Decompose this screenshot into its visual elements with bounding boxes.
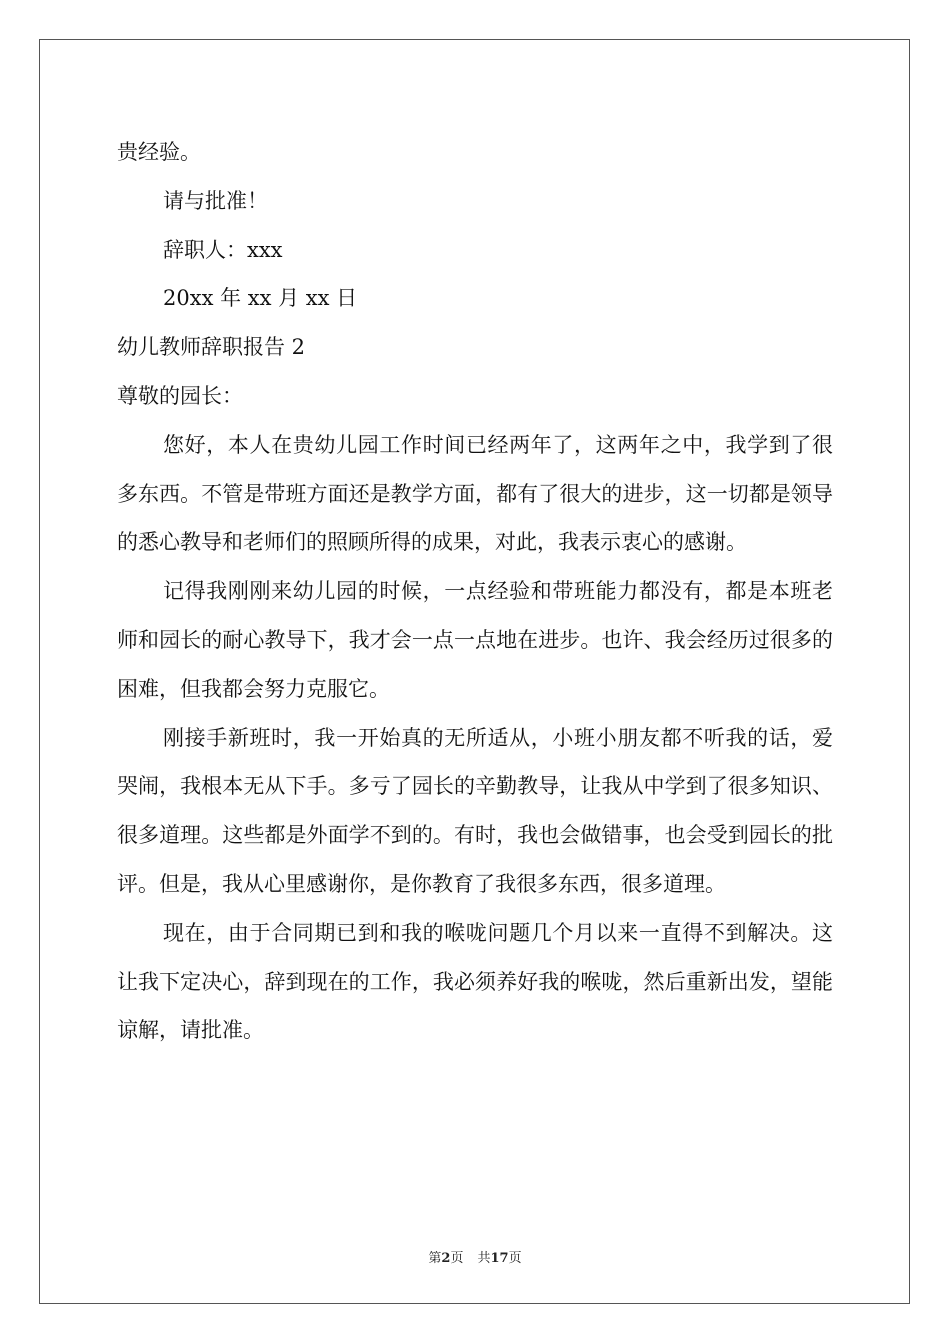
document-body xyxy=(117,128,833,1055)
paragraph: 记得我刚刚来幼儿园的时候，一点经验和带班能力都没有，都是本班老师和园长的耐心教导下，我才会一点一点地在进步。也许、我会经历过很多的困难，但我都会努力克服它。 xyxy=(117,579,833,701)
page-indicator: 第2页 xyxy=(428,1251,464,1266)
paragraph: 您好，本人在贵幼儿园工作时间已经两年了，这两年之中，我学到了很多东西。不管是带班方面还是教学方面，都有了很大的进步，这一切都是领导的悉心教导和老师们的照顾所得的成果，对此，我表示衷心的感谢。 xyxy=(117,432,833,555)
closing-line: 贵经验。 xyxy=(117,140,201,164)
section-title: 幼儿教师辞职报告 2 xyxy=(117,335,306,360)
request-line: 请与批准！ xyxy=(163,188,268,213)
page-footer xyxy=(0,1247,950,1266)
date-line: 20xx 年 xx 月 xx 日 xyxy=(163,286,358,311)
paragraph: 现在，由于合同期已到和我的喉咙问题几个月以来一直得不到解决。这让我下定决心，辞到现在的工作，我必须养好我的喉咙，然后重新出发，望能谅解，请批准。 xyxy=(117,920,833,1043)
paragraph: 刚接手新班时，我一开始真的无所适从，小班小朋友都不听我的话，爱哭闹，我根本无从下手。多亏了园长的辛勤教导，让我从中学到了很多知识、很多道理。这些都是外面学不到的。有时，我也会做错事，也会受到园长的批评。但是，我从心里感谢你，是你教育了我很多东西，很多道理。 xyxy=(117,725,833,896)
signature-line: 辞职人：xxx xyxy=(163,237,283,262)
salutation: 尊敬的园长： xyxy=(117,383,243,408)
total-pages-indicator: 共17页 xyxy=(477,1251,522,1266)
